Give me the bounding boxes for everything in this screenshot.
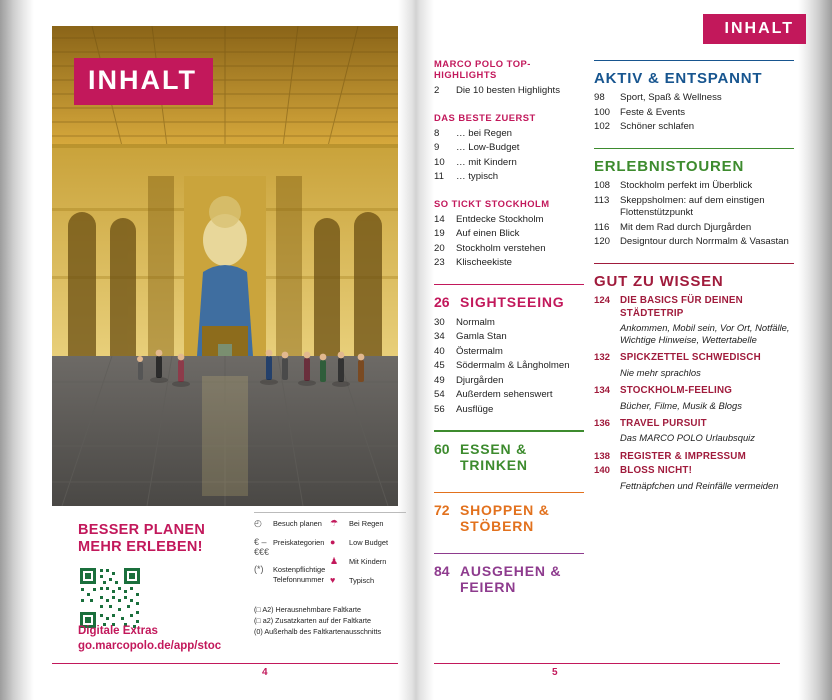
toc-entry-page: 9 — [434, 142, 440, 153]
toc-entry[interactable] — [594, 295, 794, 320]
toc-entry-page: 98 — [594, 92, 605, 104]
toc-entry[interactable] — [594, 418, 794, 431]
legend-divider — [254, 512, 406, 513]
toc-entry-page: 54 — [434, 389, 445, 401]
toc-entry[interactable] — [434, 85, 584, 98]
toc-entry-page: 2 — [434, 85, 440, 96]
legend-notes — [254, 604, 406, 637]
section-title[interactable]: SHOPPEN & STÖBERN — [460, 501, 550, 534]
family-icon: ♟ — [330, 556, 339, 566]
toc-entry-page: 120 — [594, 236, 611, 248]
toc-entry-title: Klischeekiste — [456, 257, 512, 268]
toc-entry-title: Sport, Spaß & Wellness — [620, 92, 722, 104]
toc-entry[interactable] — [594, 236, 794, 249]
toc-entry-title: … mit Kindern — [456, 156, 517, 168]
toc-entry-title: Entdecke Stockholm — [456, 213, 544, 225]
toc-entry-title: REGISTER & IMPRESSUM — [620, 450, 746, 462]
toc-entry-subtitle: Ankommen, Mobil sein, Vor Ort, Notfälle, Wichtige Hinweise, Wettertabelle — [620, 321, 790, 346]
left-page — [26, 0, 412, 700]
toc-entry-title: Ausflüge — [456, 403, 494, 415]
legend-box — [254, 518, 406, 637]
toc-entry-page: 102 — [594, 121, 611, 133]
toc-entry-page: 116 — [594, 221, 610, 233]
inhalt-badge: INHALT — [74, 58, 213, 105]
toc-entry-title: Stockholm verstehen — [456, 242, 546, 254]
toc-column-middle — [434, 58, 584, 614]
toc-entry-title: Designtour durch Norrmalm & Vasastan — [620, 236, 789, 248]
section-rule — [434, 553, 584, 554]
toc-section — [434, 553, 584, 600]
toc-entry[interactable] — [594, 92, 794, 105]
promo-line-2: MEHR ERLEBEN! — [78, 539, 203, 555]
legend-column-left — [254, 518, 330, 594]
legend-note: (□ A2) Herausnehmbare Faltkarte — [254, 605, 362, 614]
section-page-number[interactable]: 72 — [434, 501, 450, 518]
hero-photo-stockholm-city-hall — [52, 26, 398, 506]
toc-entry[interactable] — [594, 222, 794, 235]
toc-entry-subtitle: Das MARCO POLO Urlaubsquiz — [620, 432, 755, 444]
toc-entry-page: 20 — [434, 242, 445, 254]
toc-entry[interactable] — [594, 451, 794, 464]
legend-column-right — [330, 518, 406, 594]
page-number-left: 4 — [262, 667, 268, 678]
legend-label: Low Budget — [349, 538, 389, 547]
toc-entry-title: Gamla Stan — [456, 331, 507, 343]
toc-entry[interactable] — [434, 228, 584, 241]
promo-heading — [78, 522, 253, 556]
toc-section — [594, 148, 794, 249]
toc-entry-title: Stockholm perfekt im Überblick — [620, 180, 753, 192]
toc-entry-page: 136 — [594, 417, 611, 429]
toc-entry-title: Normalm — [456, 316, 495, 328]
legend-item — [254, 518, 330, 530]
digital-extras-url[interactable]: go.marcopolo.de/app/stoc — [78, 640, 222, 652]
toc-entry-title: Schöner schlafen — [620, 121, 695, 133]
toc-entry-page: 49 — [434, 374, 445, 386]
toc-section — [434, 492, 584, 539]
toc-entry[interactable] — [594, 385, 794, 398]
toc-entry[interactable] — [434, 404, 584, 417]
section-title[interactable]: ERLEBNISTOUREN — [594, 158, 745, 176]
umbrella-icon: ☂ — [330, 518, 339, 528]
toc-entry-title: Skeppsholmen: auf dem einstigen Flottenstützpunkt — [620, 194, 765, 219]
legend-note: (□ a2) Zusatzkarten auf der Faltkarte — [254, 616, 371, 625]
toc-entry-page: 11 — [434, 171, 444, 182]
section-rule — [594, 263, 794, 264]
section-page-number[interactable]: 26 — [434, 293, 450, 310]
section-title[interactable]: AUSGEHEN & FEIERN — [460, 563, 562, 596]
folio-rule-left — [52, 663, 398, 664]
digital-extras — [78, 624, 278, 654]
toc-entry-title: Auf einen Blick — [456, 228, 520, 239]
toc-entry[interactable] — [434, 389, 584, 402]
toc-entry-title: Södermalm & Långholmen — [456, 360, 570, 372]
legend-label: Preiskategorien — [273, 538, 325, 547]
digital-extras-label: Digitale Extras — [78, 625, 158, 637]
coin-icon: ● — [330, 537, 336, 547]
toc-entry-page: 30 — [434, 316, 445, 328]
legend-note: (0) Außerhalb des Faltkartenausschnitts — [254, 627, 382, 636]
section-title[interactable]: AKTIV & ENTSPANNT — [594, 70, 763, 88]
section-rule — [434, 492, 584, 493]
section-rule — [594, 148, 794, 149]
toc-entry[interactable] — [594, 107, 794, 120]
legend-item — [330, 537, 406, 549]
toc-entry-title: Östermalm — [456, 345, 503, 357]
toc-entry-page: 108 — [594, 180, 611, 192]
toc-entry-page: 23 — [434, 257, 445, 268]
toc-entry-title: Mit dem Rad durch Djurgården — [620, 221, 752, 233]
folio-rule-right — [434, 663, 780, 664]
heart-icon: ♥ — [330, 575, 336, 585]
section-title[interactable]: DAS BESTE ZUERST — [434, 111, 536, 123]
toc-entry-title: TRAVEL PURSUIT — [620, 417, 707, 429]
toc-entry[interactable] — [434, 346, 584, 359]
toc-entry-page: 124 — [594, 295, 611, 307]
toc-entry[interactable] — [434, 157, 584, 170]
toc-entry-page: 56 — [434, 403, 445, 415]
toc-entry-title: STOCKHOLM-FEELING — [620, 385, 733, 397]
legend-label: Mit Kindern — [349, 557, 387, 566]
toc-entry-title: … bei Regen — [456, 127, 512, 139]
section-title[interactable]: SIGHTSEEING — [460, 293, 565, 310]
toc-entry-page: 40 — [434, 345, 445, 357]
toc-entry[interactable] — [594, 121, 794, 134]
toc-entry[interactable] — [594, 195, 794, 220]
section-page-number[interactable]: 60 — [434, 440, 450, 457]
section-title[interactable]: SO TICKT STOCKHOLM — [434, 197, 550, 209]
toc-entry[interactable] — [594, 352, 794, 365]
toc-entry[interactable] — [434, 171, 584, 184]
promo-line-1: BESSER PLANEN — [78, 522, 206, 538]
toc-section — [434, 430, 584, 477]
section-page-number[interactable]: 84 — [434, 563, 450, 580]
page-number-right: 5 — [552, 667, 558, 678]
legend-label: Typisch — [349, 576, 375, 585]
toc-entry-subtitle: Nie mehr sprachlos — [620, 366, 701, 378]
toc-entry[interactable] — [434, 375, 584, 388]
toc-entry-page: 140 — [594, 465, 611, 476]
toc-section — [434, 198, 584, 270]
toc-entry-title: Djurgården — [456, 374, 504, 386]
toc-entry[interactable] — [434, 142, 584, 155]
legend-item — [330, 556, 406, 568]
toc-section — [594, 60, 794, 134]
toc-entry-subtitle: Fettnäpfchen und Reinfälle vermeiden — [620, 479, 779, 491]
toc-entry[interactable] — [434, 243, 584, 256]
section-rule — [434, 284, 584, 285]
toc-entry-page: 10 — [434, 156, 445, 168]
euro-icon: € – €€€ — [254, 537, 270, 557]
toc-entry-page: 19 — [434, 228, 445, 239]
toc-entry-page: 134 — [594, 385, 611, 397]
toc-entry-page: 34 — [434, 331, 445, 343]
toc-entry-title: … typisch — [456, 171, 499, 182]
section-rule — [594, 60, 794, 61]
toc-entry-page: 14 — [434, 213, 445, 225]
toc-entry-page: 8 — [434, 127, 440, 139]
toc-entry-page: 113 — [594, 194, 610, 206]
toc-entry[interactable] — [594, 465, 794, 478]
toc-entry-title: Außerdem sehenswert — [456, 389, 553, 401]
legend-item — [254, 564, 330, 584]
legend-item — [330, 575, 406, 587]
toc-section — [434, 284, 584, 417]
legend-label: Kostenpflichtige Telefonnummer — [273, 565, 326, 584]
toc-entry-title: BLOSS NICHT! — [620, 465, 693, 476]
toc-entry[interactable] — [434, 360, 584, 373]
toc-entry[interactable] — [434, 317, 584, 330]
toc-entry-title: DIE BASICS FÜR DEINEN STÄDTETRIP — [620, 295, 743, 319]
toc-section — [434, 58, 584, 98]
toc-entry[interactable] — [434, 128, 584, 141]
legend-label: Bei Regen — [349, 519, 384, 528]
toc-entry-title: SPICKZETTEL SCHWEDISCH — [620, 352, 761, 364]
legend-item — [254, 537, 330, 557]
section-title[interactable]: GUT ZU WISSEN — [594, 273, 724, 291]
section-title[interactable]: ESSEN & TRINKEN — [460, 440, 528, 473]
toc-entry-title: Feste & Events — [620, 106, 686, 118]
toc-entry-page: 132 — [594, 352, 611, 364]
section-tab-inhalt: INHALT — [703, 14, 806, 44]
asterisk-icon: (*) — [254, 564, 264, 574]
toc-entry-page: 100 — [594, 106, 611, 118]
toc-entry[interactable] — [434, 214, 584, 227]
legend-label: Besuch planen — [273, 519, 322, 528]
section-rule — [434, 430, 584, 431]
section-title[interactable]: MARCO POLO TOP-HIGHLIGHTS — [434, 58, 531, 80]
toc-entry-subtitle: Bücher, Filme, Musik & Blogs — [620, 399, 742, 411]
toc-entry[interactable] — [434, 331, 584, 344]
toc-entry-page: 45 — [434, 360, 445, 372]
qr-code-icon[interactable] — [78, 566, 142, 630]
legend-item — [330, 518, 406, 530]
toc-section — [594, 263, 794, 492]
toc-entry[interactable] — [434, 257, 584, 270]
toc-entry-title: … Low-Budget — [456, 142, 520, 153]
toc-column-right — [594, 58, 794, 506]
clock-icon: ◴ — [254, 518, 262, 528]
toc-entry-title: Die 10 besten Highlights — [456, 85, 560, 96]
toc-entry-page: 138 — [594, 450, 611, 462]
toc-section — [434, 112, 584, 184]
toc-entry[interactable] — [594, 180, 794, 193]
